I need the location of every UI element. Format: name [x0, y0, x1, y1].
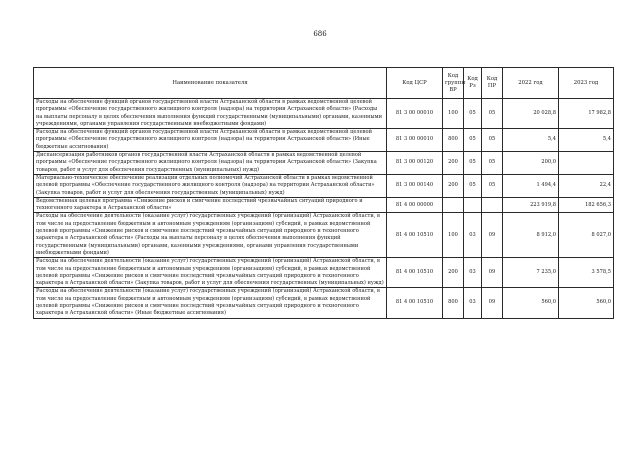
row-2022: 7 235,0 — [503, 258, 559, 288]
row-vr: 200 — [443, 258, 464, 288]
row-pr: 09 — [482, 258, 503, 288]
row-2023: 5,4 — [559, 129, 614, 152]
table-row — [34, 288, 614, 318]
row-vr: 200 — [443, 174, 464, 197]
row-rz: 03 — [464, 258, 482, 288]
row-vr — [443, 197, 464, 213]
row-2022: 223 919,8 — [503, 197, 559, 213]
row-csr: 81 4 00 00000 — [387, 197, 443, 213]
row-2022: 1 494,4 — [503, 174, 559, 197]
table-row — [34, 129, 614, 152]
row-name: Диспансеризация работников органов государственной власти Астраханской области в рамках ведомственной целевой программы «Обеспечение государственного жилищного контроля (надзора) на территории Астраханской области» (Закупка товаров, работ и услуг для обеспечения государственных (муниципальных) нужд) — [34, 152, 387, 175]
row-vr: 200 — [443, 152, 464, 175]
row-name: Расходы на обеспечение деятельности (оказание услуг) государственных учреждений (организаций) Астраханской области, в том числе на предоставление бюджетным и автономным учреждениям (организациям) субсидий, в рамках ведомственной целевой программы «Снижение рисков и смягчение последствий чрезвычайных ситуаций природного и техногенного характера в Астраханской области» (Расходы на выплаты персоналу в целях обеспечения выполнения функций государственными (муниципальными) органами, казенными учреждениями, органами управления государственными внебюджетными фондами) — [34, 213, 387, 258]
row-vr: 100 — [443, 99, 464, 129]
table-row — [34, 213, 614, 258]
header-pr: Код ПР — [482, 68, 503, 99]
row-name: Ведомственная целевая программа «Снижение рисков и смягчение последствий чрезвычайных ситуаций природного и техногенного характера в Астраханской области» — [34, 197, 387, 213]
row-pr: 09 — [482, 288, 503, 318]
header-2022: 2022 год — [503, 68, 559, 99]
row-csr: 81 4 00 10510 — [387, 288, 443, 318]
row-vr: 800 — [443, 288, 464, 318]
row-pr: 05 — [482, 152, 503, 175]
row-2023: 182 656,3 — [559, 197, 614, 213]
table-row — [34, 197, 614, 213]
row-csr: 81 4 00 10510 — [387, 258, 443, 288]
row-rz: 03 — [464, 288, 482, 318]
row-2023: 8 027,0 — [559, 213, 614, 258]
row-pr: 05 — [482, 99, 503, 129]
row-2022: 560,0 — [503, 288, 559, 318]
row-csr: 81 3 00 00010 — [387, 129, 443, 152]
row-name: Расходы на обеспечение функций органов государственной власти Астраханской области в рамках ведомственной целевой программы «Обеспечение государственного жилищного контроля (надзора) на территории Астраханской области» (Расходы на выплаты персоналу в целях обеспечения выполнения функций государственными (муниципальными) органами, казенными учреждениями, органами управления государственными внебюджетными фондами) — [34, 99, 387, 129]
row-2023: 17 982,8 — [559, 99, 614, 129]
row-2023 — [559, 152, 614, 175]
page-number: 686 — [313, 30, 327, 38]
row-rz: 03 — [464, 213, 482, 258]
header-csr: Код ЦСР — [387, 68, 443, 99]
table-row — [34, 258, 614, 288]
row-name: Расходы на обеспечение деятельности (оказание услуг) государственных учреждений (организаций) Астраханской области, в том числе на предоставление бюджетным и автономным учреждениям (организациям) субсидий, в рамках ведомственной целевой программы «Снижение рисков и смягчение последствий чрезвычайных ситуаций природного и техногенного характера в Астраханской области» (Закупка товаров, работ и услуг для обеспечения государственных (муниципальных) нужд) — [34, 258, 387, 288]
row-2022: 20 028,8 — [503, 99, 559, 129]
row-name: Материально-техническое обеспечение реализации отдельных полномочий Астраханской области в рамках ведомственной целевой программы «Обеспечение государственного жилищного контроля (надзора) на территории Астраханской области» (Закупка товаров, работ и услуг для обеспечения государственных (муниципальных) нужд) — [34, 174, 387, 197]
table-row — [34, 152, 614, 175]
header-rz: Код Рз — [464, 68, 482, 99]
row-2022: 5,4 — [503, 129, 559, 152]
row-rz: 05 — [464, 129, 482, 152]
row-pr: 05 — [482, 174, 503, 197]
row-vr: 800 — [443, 129, 464, 152]
header-name: Наименование показателя — [34, 68, 387, 99]
row-csr: 81 3 00 00120 — [387, 152, 443, 175]
row-csr: 81 4 00 10510 — [387, 213, 443, 258]
table-row — [34, 99, 614, 129]
row-2022: 8 912,0 — [503, 213, 559, 258]
row-rz: 05 — [464, 174, 482, 197]
row-2023: 22,4 — [559, 174, 614, 197]
row-pr — [482, 197, 503, 213]
row-2023: 3 578,5 — [559, 258, 614, 288]
row-pr: 09 — [482, 213, 503, 258]
row-rz: 05 — [464, 99, 482, 129]
row-pr: 05 — [482, 129, 503, 152]
row-name: Расходы на обеспечение деятельности (оказание услуг) государственных учреждений (организаций) Астраханской области, в том числе на предоставление бюджетным и автономным учреждениям (организациям) субсидий, в рамках ведомственной целевой программы «Снижение рисков и смягчение последствий чрезвычайных ситуаций природного и техногенного характера в Астраханской области» (Иные бюджетные ассигнования) — [34, 288, 387, 318]
header-vr: Код группы ВР — [443, 68, 464, 99]
table-header-row — [34, 68, 614, 99]
row-2022: 200,0 — [503, 152, 559, 175]
row-csr: 81 3 00 00140 — [387, 174, 443, 197]
budget-table — [33, 67, 614, 319]
row-vr: 100 — [443, 213, 464, 258]
row-rz: 05 — [464, 152, 482, 175]
row-name: Расходы на обеспечение функций органов государственной власти Астраханской области в рамках ведомственной целевой программы «Обеспечение государственного жилищного контроля (надзора) на территории Астраханской области» (Иные бюджетные ассигнования) — [34, 129, 387, 152]
row-2023: 560,0 — [559, 288, 614, 318]
row-csr: 81 3 00 00010 — [387, 99, 443, 129]
header-2023: 2023 год — [559, 68, 614, 99]
table-row — [34, 174, 614, 197]
row-rz — [464, 197, 482, 213]
